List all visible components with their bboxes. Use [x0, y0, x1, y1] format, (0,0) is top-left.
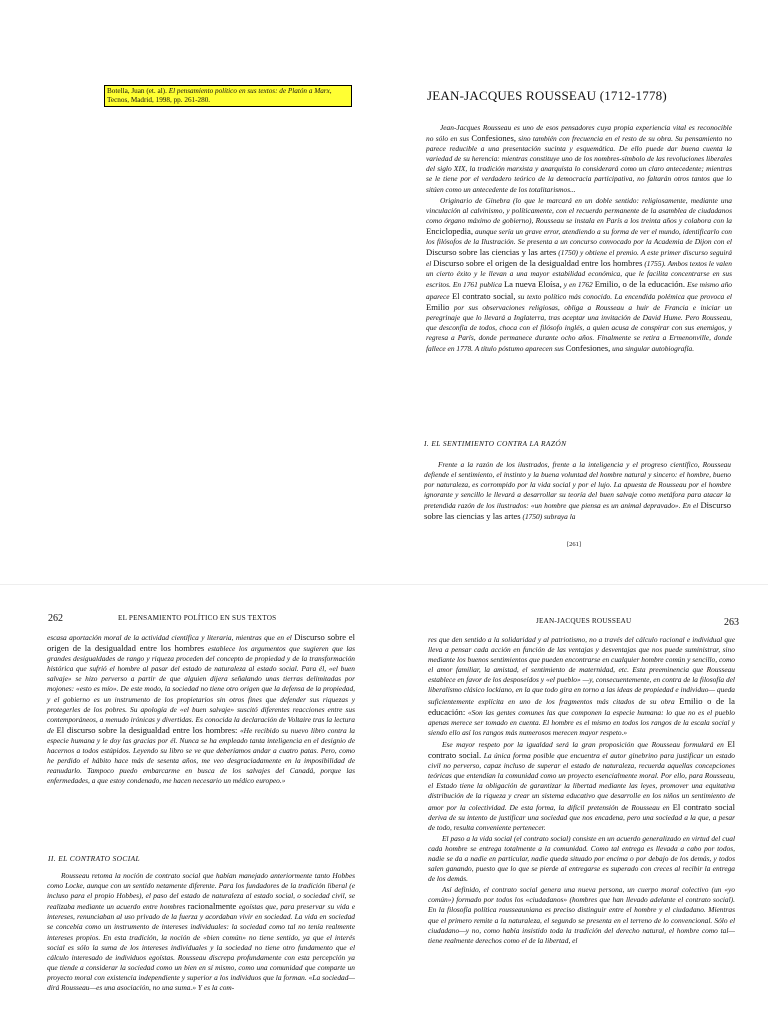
book-title-span: El contrato social, — [451, 290, 516, 301]
text-span: Así definido, el contrato social genera una nueva persona, un cuerpo moral colectivo (un «yo común») formado por todos los «ciudadanos» (hombres que han llevado adelante el contrato social). En la filosofía política rousseauniana es preciso distinguir entre el hombre y el ciudadano. Mientras que el primero remite a la naturaleza, el segundo se presenta en el terreno de lo convencional. Sólo el ciudadano—y no, como había insistido toda la tradición del derecho natural, el hombre como tal— tiene realmente derechos como el de la libertad, el — [428, 885, 735, 945]
text-span: Rousseau retoma la noción de contrato social que habían manejado anteriormente tanto Hobbes como Locke, aunque con un sentido netamente diferente. Para los fundadores de la tradición liberal (e incluso para el propio Hobbes), el paso del estado de naturaleza al estado social, o sociedad civil, se realizaba mediante un acuerdo entre hombres — [47, 871, 355, 912]
page-263-paragraph-2 — [428, 739, 735, 833]
chapter-title: JEAN-JACQUES ROUSSEAU (1712-1778) — [427, 88, 667, 103]
book-title-span: Discurso sobre las ciencias y las artes — [426, 247, 557, 258]
citation-author: Botella, Juan (et. al). — [107, 87, 167, 95]
text-span: La única forma posible que encuentra el autor ginebrino para justificar un estado civil no perverso, capaz incluso de superar el estado de naturaleza, recuerda aquellas concepciones teóricas que entendían la comunidad como un proyecto esencialmente moral. Por ello, para Rousseau, el Estado tiene la obligación de garantizar la libertad mediante las leyes, promover una equitativa distribución de la riqueza y crear un sistema educativo que desarrolle en los niños un sentimiento de amor por la colectividad. De esta forma, la difícil pretensión de Rousseau en — [428, 751, 735, 812]
text-span: (1750) subraya la — [520, 512, 576, 522]
running-head-262: EL PENSAMIENTO POLÍTICO EN SUS TEXTOS — [118, 614, 277, 622]
page-262-paragraph-2 — [47, 871, 355, 993]
section-heading-1: I. EL SENTIMIENTO CONTRA LA RAZÓN — [424, 439, 567, 448]
text-span: su texto político más conocido. La encendida polémica que provoca el — [515, 291, 732, 301]
text-span: Originario de Ginebra (lo que le marcará en un doble sentido: religiosamente, mediante una vinculación al calvinismo, y políticamente, con el recuerdo permanente de la asamblea de ciudadanos como órgano máximo de gobierno), Rousseau se instala en París a los treinta años y colabora con la — [426, 195, 732, 225]
text-span: (1750) y obtiene el premio. A este primer discurso seguirá el — [426, 248, 733, 269]
page-261-intro — [426, 123, 732, 355]
page-divider — [0, 584, 768, 585]
text-span: (1755). Ambos textos le valen un cierto éxito y le llevan a una mayor estabilidad económica, que le facilita concentrarse en sus escritos. En 1761 publica — [426, 259, 732, 290]
section-heading-2: II. EL CONTRATO SOCIAL — [48, 854, 141, 863]
page-263-paragraph-4 — [428, 885, 735, 946]
book-title-span: Enciclopedia, — [426, 225, 474, 236]
text-span: Jean-Jacques Rousseau es uno de esos pensadores cuya propia experiencia vital es reconocible no sólo en sus — [426, 123, 732, 144]
text-span: egoístas que, para preservar su vida e intereses, renunciaban al uso privado de la fuerza y acordaban vivir en sociedad. La vida en sociedad se concebía como un instrumento de intereses individuales: la sociedad como tal no tenía realmente intereses propios. En esta tradición, la noción de «bien común» no tiene sentido, ya que el interés social es sólo la suma de los intereses individuales y la sociedad no tiene otro fundamento que el cálculo interesado de individuos egoístas. Rousseau discrepa profundamente con esta percepción ya que tiende a considerar la sociedad como un bien en sí mismo, como una comunidad que comparte un proyecto moral con existencia independiente y superior a los individuos que la forman. «La sociedad—dirá Rousseau—es una asociación, no una suma.» Y es la com- — [47, 902, 355, 993]
book-title-span: El contrato social — [672, 801, 735, 812]
text-span: Frente a la razón de los ilustrados, frente a la inteligencia y el progreso científico, Rousseau defiende el sentimiento, el instinto y la buena voluntad del hombre natural y sincero: el hombre, bueno por naturaleza, es corrompido por la vida social y por el lujo. La apuesta de Rousseau por el hombre ignorante y sencillo le llevará a desarrollar su teoría del buen salvaje como metáfora para atacar la pretendida razón de los ilustrados: «un hombre que piensa es un animal depravado». En el — [424, 460, 731, 511]
text-span: «Son las gentes comunes las que componen la especie humana: lo que no es el pueblo apenas merece ser tomado en cuenta. El hombre es el mismo en todos los rangos de la escala social y siendo ello así los rangos más numerosos merecen mayor respeto.» — [428, 707, 735, 737]
page-263-paragraph-3 — [428, 834, 735, 884]
page-number-263: 263 — [724, 617, 739, 628]
section-1-paragraph — [424, 460, 731, 523]
book-title-span: El discurso sobre la desigualdad entre los hombres: — [56, 724, 238, 735]
book-title-span: racionalmente — [187, 901, 237, 912]
text-span: El paso a la vida social (el contrato social) consiste en un acuerdo generalizado en virtud del cual cada hombre se entrega totalmente a la comunidad. Como tal entrega es llevada a cabo por todos, nadie se da a nadie en particular, nadie queda situado por encima o por debajo de los demás, y todos salen ganando, puesto que lo que se pierde al entregarse es superado con creces al recibir la entrega de los demás. — [428, 833, 735, 884]
text-span: una singular autobiografía. — [610, 343, 695, 353]
page-number-262: 262 — [48, 613, 63, 624]
book-title-span: El contrato social. — [428, 738, 735, 761]
text-span: Ese mayor respeto por la igualdad será la gran proposición que Rousseau formulará en — [442, 739, 728, 749]
page-263-text — [428, 635, 735, 1024]
book-title-span: Discurso sobre el origen de la desigualdad entre los hombres — [433, 258, 643, 269]
book-title-span: Emilio — [426, 301, 450, 312]
page-262-text — [47, 632, 355, 787]
citation-publisher: , Tecnos, Madrid, 1998, pp. 261-280. — [107, 87, 332, 104]
text-span: deriva de su intento de justificar una sociedad que nos encadena, pero una sociedad a la que, a pesar de todo, resulta conveniente pertenecer. — [428, 812, 735, 832]
intro-paragraph-1 — [426, 123, 732, 195]
text-span: por sus observaciones religiosas, obliga a Rousseau a huir de Francia e iniciar un peregrinaje que lo llevará a Inglaterra, tras aceptar una invitación de David Hume. Pero Rousseau, que desconfía de todos, choca con el filósofo inglés, a quien acusa de conspirar con sus enemigos, y regresa a París, donde permanece durante ocho años. Finalmente se retira a Ermenonville, donde fallece en 1778. A título póstumo aparecen sus — [426, 302, 732, 353]
text-span: aunque sería un grave error, atendiendo a su forma de ver el mundo, identificarlo con los filósofos de la Ilustración. Se presenta a un concurso convocado por la Academia de Dijon con el — [426, 226, 732, 247]
book-title-span: La nueva Eloísa, — [503, 279, 562, 290]
citation-box — [104, 85, 352, 107]
page-261-section-1 — [424, 460, 731, 524]
book-title-span: Emilio, o de la educación. — [594, 279, 685, 290]
text-span: sino también con frecuencia en el resto de su obra. Su pensamiento no parece reducible a una presentación sucinta y esquemática. De ello puede dar buena cuenta la variedad de su herencia: mientras constituye uno de los nombres-símbolo de las revoluciones liberales del siglo XIX, la tradición marxista y anarquista lo considerará como un claro antecedente; mientras se le tiene por el verdadero teórico de la democracia participativa, no faltarán otros tantos que lo sitúen como un antecedente de los totalitarismos... — [426, 134, 732, 194]
text-span: establece los argumentos que sugieren que las grandes desigualdades de rango y riqueza proceden del concepto de propiedad y de la transformación histórica que sufrió el hombre al pasar del estado de naturaleza al estado social. Para él, «el buen salvaje» se hizo perverso a partir de que alguien dijera señalando unas tierras delimitadas por mojones: «esto es mío». De este modo, la sociedad no tiene otro origen que la defensa de la propiedad, y el gobierno es un instrumento de los propietarios sin otros fines que defender sus riquezas y protegerles de los pobres. Su apología de «el buen salvaje» suscitó diferentes reacciones entre sus contemporáneos, a menudo irónicas y divertidas. Es conocida la declaración de Voltaire tras la lectura de — [47, 644, 355, 735]
book-title-span: Emilio o de la educación: — [428, 695, 735, 717]
book-title-span: Discurso sobre el origen de la desigualdad entre los hombres — [47, 632, 356, 654]
intro-paragraph-2 — [426, 196, 732, 354]
text-span: y en 1762 — [561, 280, 595, 290]
page-262-paragraph-1 — [47, 632, 355, 786]
book-title-span: Confesiones, — [565, 342, 611, 353]
page-folio-261: [261] — [567, 541, 582, 548]
text-span: «He recibido su nuevo libro contra la especie humana y le doy las gracias por él. Nunca se ha empleado tanta inteligencia en el designio de hacernos a todos estúpidos. Leyendo su libro se ve que deberíamos andar a cuatro patas. Pero, como he perdido el hábito hace más de sesenta años, me veo desgraciadamente en la imposibilidad de reanudarlo. Tampoco puedo embarcarme en busca de los salvajes del Canadá, porque las enfermedades, a que estoy condenado, me hacen necesario un médico europeo.» — [47, 725, 356, 786]
text-span: escasa aportación moral de la actividad científica y literaria, mientras que en el — [47, 633, 295, 642]
text-span: res que den sentido a la solidaridad y al patriotismo, no a través del cálculo racional e individual que lleva a pensar cada acción en función de las ventajas y desventajas que nos puede suministrar, sino mediante los buenos sentimientos que pueden encontrarse en cualquier hombre común y sencillo, como el amor familiar, la amistad, el sentimiento de maternidad, etc. Esta preeminencia que Rousseau establece en favor de los desposeídos y «el pueblo» —y, consecuentemente, en contra de la filosofía del liberalismo clásico lockiano, en la que todo gira en torno a las ideas de propiedad e individuo— queda suficientemente explícita en uno de los fragmentos más citados de su obra — [428, 635, 735, 706]
running-head-263: JEAN-JACQUES ROUSSEAU — [536, 617, 632, 625]
book-title-span: Discurso sobre las ciencias y las artes — [424, 500, 731, 522]
text-span: Ese mismo año aparece — [426, 280, 732, 301]
page-263-paragraph-1 — [428, 635, 735, 738]
book-title-span: Confesiones, — [471, 133, 516, 144]
citation-book-title: El pensamiento político en sus textos: de Platón a Marx — [168, 87, 330, 95]
page-262-section-2 — [47, 871, 355, 1024]
